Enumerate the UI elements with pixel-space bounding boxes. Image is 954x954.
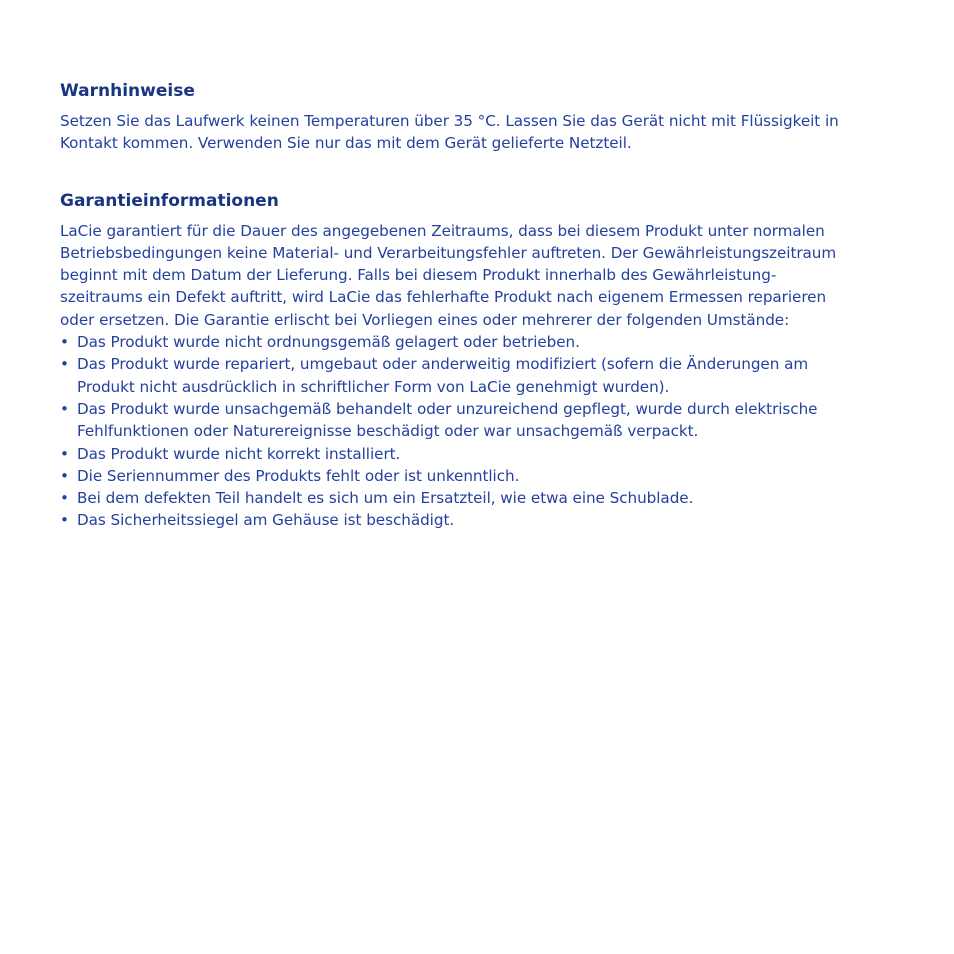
warranty-intro-line: oder ersetzen. Die Garantie erlischt bei Vorliegen eines oder mehrerer der folgenden Umstände: — [60, 310, 790, 329]
list-item-line: Fehlfunktionen oder Naturereignisse beschädigt oder war unsachgemäß verpackt. — [77, 422, 699, 441]
bullet-icon: • — [60, 399, 69, 418]
warnings-line: Kontakt kommen. Verwenden Sie nur das mit dem Gerät gelieferte Netzteil. — [60, 134, 632, 153]
warnings-heading: Warnhinweise — [60, 81, 195, 101]
warnings-text — [60, 110, 896, 155]
list-item-line: Das Produkt wurde nicht ordnungsgemäß gelagert oder betrieben. — [77, 333, 580, 352]
list-item — [60, 487, 896, 509]
section-spacer — [60, 155, 896, 189]
warranty-heading: Garantieinformationen — [60, 190, 279, 211]
warranty-intro-line: LaCie garantiert für die Dauer des angegebenen Zeitraums, dass bei diesem Produkt unter normalen — [60, 221, 825, 240]
list-item-line: Produkt nicht ausdrücklich in schriftlicher Form von LaCie genehmigt wurden). — [77, 377, 670, 396]
warranty-intro-line: beginnt mit dem Datum der Lieferung. Falls bei diesem Produkt innerhalb des Gewährleistung- — [60, 266, 777, 285]
warranty-section — [60, 189, 896, 532]
warnings-line: Setzen Sie das Laufwerk keinen Temperaturen über 35 °C. Lassen Sie das Gerät nicht mit Flüssigkeit in — [60, 112, 839, 130]
list-item-line: Das Sicherheitssiegel am Gehäuse ist beschädigt. — [77, 511, 455, 530]
warranty-intro-line: szeitraums ein Defekt auftritt, wird LaCie das fehlerhafte Produkt nach eigenem Ermessen reparieren — [60, 288, 827, 307]
list-item-line: Das Produkt wurde unsachgemäß behandelt oder unzureichend gepflegt, wurde durch elektrische — [77, 399, 818, 418]
list-item — [60, 398, 896, 443]
list-item — [60, 465, 896, 487]
list-item — [60, 353, 896, 398]
list-item-line: Das Produkt wurde nicht korrekt installiert. — [77, 444, 401, 463]
warranty-conditions-list — [60, 331, 896, 532]
bullet-icon: • — [60, 333, 69, 352]
list-item — [60, 443, 896, 465]
bullet-icon: • — [60, 489, 69, 508]
warranty-intro-line: Betriebsbedingungen keine Material- und Verarbeitungsfehler auftreten. Der Gewährleistungszeitraum — [60, 243, 837, 262]
bullet-icon: • — [60, 444, 69, 463]
warnings-section — [60, 79, 896, 155]
warranty-intro — [60, 220, 896, 331]
list-item — [60, 509, 896, 531]
bullet-icon: • — [60, 355, 69, 374]
list-item — [60, 331, 896, 353]
document-page — [60, 79, 896, 532]
list-item-line: Die Seriennummer des Produkts fehlt oder ist unkenntlich. — [77, 466, 520, 485]
list-item-line: Das Produkt wurde repariert, umgebaut oder anderweitig modifiziert (sofern die Änderungen am — [77, 355, 809, 374]
list-item-line: Bei dem defekten Teil handelt es sich um ein Ersatzteil, wie etwa eine Schublade. — [77, 489, 694, 508]
bullet-icon: • — [60, 466, 69, 485]
bullet-icon: • — [60, 511, 69, 530]
